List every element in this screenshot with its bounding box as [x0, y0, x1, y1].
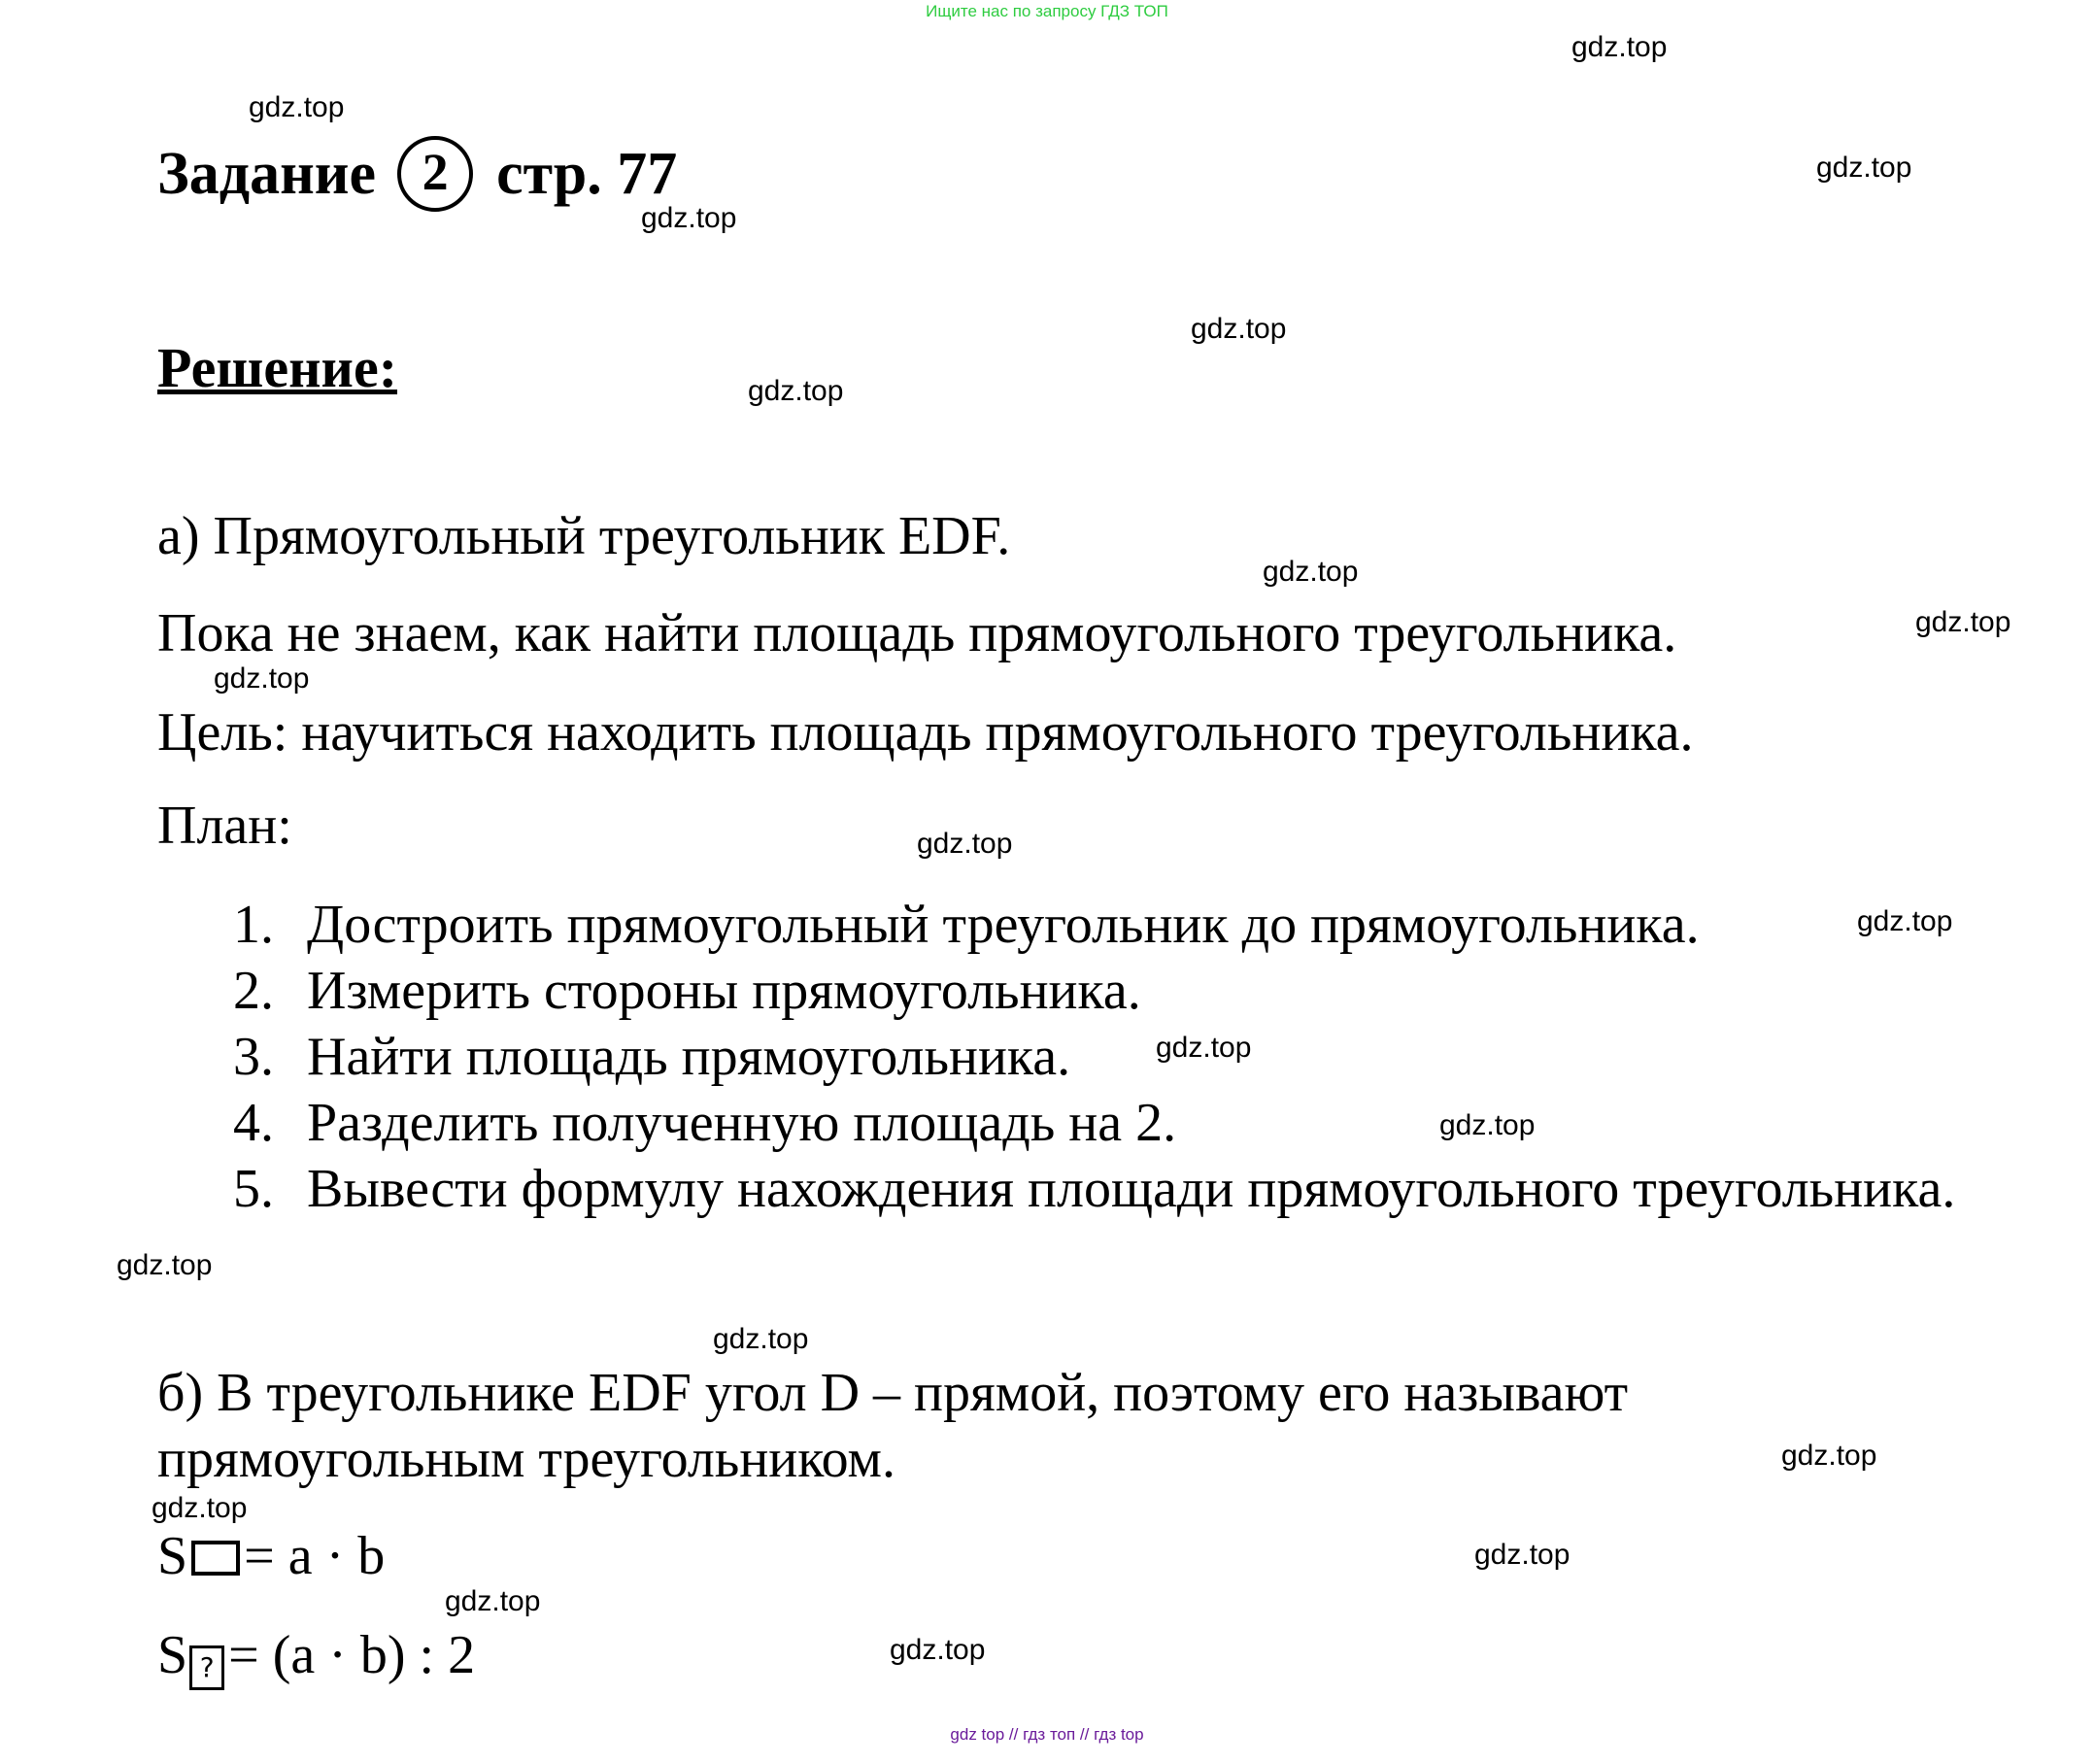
watermark: gdz.top [1781, 1440, 1877, 1472]
rectangle-formula-expression: = a · b [244, 1526, 386, 1586]
list-item-text: Найти площадь прямоугольника. [307, 1027, 1071, 1087]
list-item-number: 1. [233, 895, 274, 955]
rectangle-icon [191, 1541, 240, 1576]
list-item-text: Достроить прямоугольный треугольник до прямоугольника. [307, 895, 1700, 955]
rectangle-area-formula [157, 1525, 385, 1587]
footer-links: gdz top // гдз топ // гдз top [950, 1725, 1144, 1744]
watermark: gdz.top [1263, 556, 1359, 588]
watermark: gdz.top [748, 375, 844, 407]
area-symbol: S [157, 1526, 188, 1586]
watermark: gdz.top [249, 91, 345, 123]
watermark: gdz.top [1474, 1539, 1570, 1571]
list-item-text: Разделить полученную площадь на 2. [307, 1093, 1177, 1153]
watermark: gdz.top [152, 1492, 248, 1524]
list-item [233, 894, 1700, 956]
triangle-area-formula [157, 1624, 475, 1690]
list-item-number: 3. [233, 1027, 274, 1087]
watermark: gdz.top [917, 828, 1013, 860]
area-symbol: S [157, 1625, 188, 1685]
missing-glyph-icon: ? [189, 1645, 224, 1690]
search-banner: Ищите нас по запросу ГДЗ ТОП [926, 2, 1168, 20]
part-a-goal: Цель: научиться находить площадь прямоугольного треугольника. [157, 702, 1694, 763]
part-a-line1: а) Прямоугольный треугольник EDF. [157, 506, 1011, 566]
watermark: gdz.top [1857, 905, 1953, 937]
watermark: gdz.top [1191, 313, 1287, 345]
watermark: gdz.top [641, 202, 737, 234]
watermark: gdz.top [1439, 1109, 1536, 1141]
task-label: Задание [157, 140, 377, 207]
watermark: gdz.top [445, 1585, 541, 1617]
list-item [233, 1092, 1176, 1154]
watermark: gdz.top [713, 1323, 809, 1355]
solution-label: Решение: [157, 336, 398, 399]
watermark: gdz.top [1816, 152, 1912, 184]
watermark: gdz.top [214, 662, 310, 695]
plan-label: План: [157, 796, 292, 856]
list-item [233, 1158, 1955, 1220]
list-item-text: Вывести формулу нахождения площади прямоугольного треугольника. [307, 1159, 1956, 1219]
list-item-number: 4. [233, 1093, 274, 1153]
watermark: gdz.top [1915, 606, 2011, 638]
triangle-formula-expression: = (a · b) : 2 [228, 1625, 476, 1685]
part-b-line2: прямоугольным треугольником. [157, 1429, 895, 1489]
list-item [233, 1026, 1070, 1088]
watermark: gdz.top [890, 1634, 986, 1666]
part-a-line2: Пока не знаем, как найти площадь прямоугольного треугольника. [157, 603, 1677, 663]
list-item [233, 960, 1141, 1022]
part-b-line1: б) В треугольнике EDF угол D – прямой, поэтому его называют [157, 1363, 1629, 1423]
task-heading [157, 136, 677, 212]
list-item-number: 5. [233, 1159, 274, 1219]
list-item-text: Измерить стороны прямоугольника. [307, 961, 1141, 1021]
watermark: gdz.top [1156, 1032, 1252, 1064]
list-item-number: 2. [233, 961, 274, 1021]
task-page: стр. 77 [496, 140, 678, 207]
watermark: gdz.top [117, 1249, 213, 1281]
task-number-circle: 2 [397, 136, 473, 212]
watermark: gdz.top [1571, 31, 1668, 63]
